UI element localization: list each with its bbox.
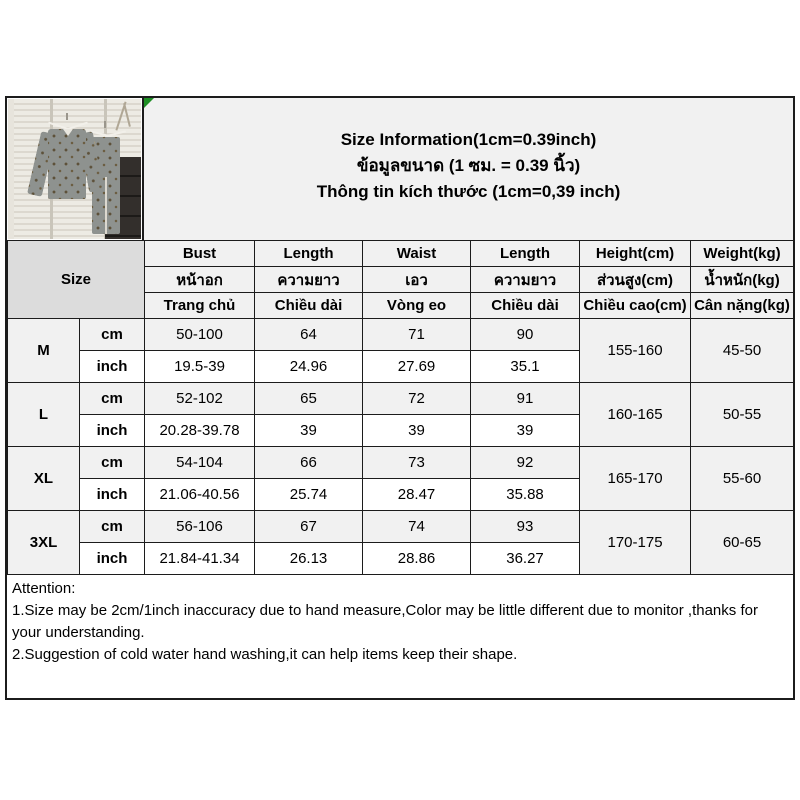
cell-xl-length2-inch: 35.88: [471, 479, 580, 511]
cell-3xl-length-inch: 26.13: [255, 543, 363, 575]
cell-l-height: 160-165: [580, 383, 691, 447]
cell-m-waist-inch: 27.69: [363, 351, 471, 383]
size-header-cell: Size: [8, 241, 145, 319]
cell-l-length-inch: 39: [255, 415, 363, 447]
unit-inch: inch: [80, 543, 145, 575]
cell-3xl-length-cm: 67: [255, 511, 363, 543]
header-bust-th: หน้าอก: [145, 267, 255, 293]
cell-m-bust-inch: 19.5-39: [145, 351, 255, 383]
cell-l-length-cm: 65: [255, 383, 363, 415]
cell-m-length-inch: 24.96: [255, 351, 363, 383]
header-bust: Bust: [145, 241, 255, 267]
header-length-th: ความยาว: [255, 267, 363, 293]
hanger-icon: [66, 113, 68, 120]
cell-m-length2-cm: 90: [471, 319, 580, 351]
unit-cm: cm: [80, 511, 145, 543]
header-height-th: ส่วนสูง(cm): [580, 267, 691, 293]
header-length2-th: ความยาว: [471, 267, 580, 293]
content-frame: [5, 96, 795, 700]
header-length2: Length: [471, 241, 580, 267]
cell-l-weight: 50-55: [691, 383, 794, 447]
cell-xl-length-inch: 25.74: [255, 479, 363, 511]
attention-note: [7, 575, 793, 697]
cell-xl-length-cm: 66: [255, 447, 363, 479]
header-height: Height(cm): [580, 241, 691, 267]
header-weight: Weight(kg): [691, 241, 794, 267]
cell-3xl-length2-cm: 93: [471, 511, 580, 543]
row-m-cm: [8, 319, 794, 351]
row-xl-cm: [8, 447, 794, 479]
pajama-top: [48, 129, 86, 199]
page-title-vi: Thông tin kích thước (1cm=0,39 inch): [316, 182, 621, 201]
page-title-en: Size Information(1cm=0.39inch): [340, 130, 597, 149]
pajama-neckline: [63, 129, 73, 136]
size-label-xl: XL: [8, 447, 80, 511]
cell-3xl-length2-inch: 36.27: [471, 543, 580, 575]
attention-heading: Attention:: [12, 580, 76, 597]
hanger-icon: [104, 121, 106, 128]
cell-m-bust-cm: 50-100: [145, 319, 255, 351]
header-waist-vi: Vòng eo: [363, 293, 471, 319]
header-bust-vi: Trang chủ: [145, 293, 255, 319]
row-l-cm: [8, 383, 794, 415]
unit-inch: inch: [80, 415, 145, 447]
unit-inch: inch: [80, 479, 145, 511]
pants-split: [105, 177, 107, 234]
cell-3xl-waist-cm: 74: [363, 511, 471, 543]
header-height-vi: Chiều cao(cm): [580, 293, 691, 319]
unit-cm: cm: [80, 447, 145, 479]
cell-m-weight: 45-50: [691, 319, 794, 383]
title-area: [142, 98, 793, 240]
cell-l-length2-inch: 39: [471, 415, 580, 447]
cell-m-height: 155-160: [580, 319, 691, 383]
header-row-en: [8, 241, 794, 267]
cell-m-waist-cm: 71: [363, 319, 471, 351]
page-title-th: ข้อมูลขนาด (1 ซม. = 0.39 นิ้ว): [356, 156, 581, 175]
top-section: [7, 98, 793, 240]
cell-xl-waist-inch: 28.47: [363, 479, 471, 511]
header-waist-th: เอว: [363, 267, 471, 293]
header-length2-vi: Chiều dài: [471, 293, 580, 319]
size-label-m: M: [8, 319, 80, 383]
cell-xl-length2-cm: 92: [471, 447, 580, 479]
cell-3xl-bust-cm: 56-106: [145, 511, 255, 543]
cell-xl-bust-inch: 21.06-40.56: [145, 479, 255, 511]
header-weight-vi: Cân nặng(kg): [691, 293, 794, 319]
cell-m-length-cm: 64: [255, 319, 363, 351]
cell-l-waist-cm: 72: [363, 383, 471, 415]
cell-m-length2-inch: 35.1: [471, 351, 580, 383]
attention-item-1: 1.Size may be 2cm/1inch inaccuracy due to hand measure,Color may be little different due to monitor ,thanks for your understanding.: [12, 602, 758, 641]
cell-xl-bust-cm: 54-104: [145, 447, 255, 479]
cell-l-length2-cm: 91: [471, 383, 580, 415]
row-3xl-cm: [8, 511, 794, 543]
cell-l-bust-cm: 52-102: [145, 383, 255, 415]
header-weight-th: น้ำหนัก(kg): [691, 267, 794, 293]
cell-3xl-bust-inch: 21.84-41.34: [145, 543, 255, 575]
header-waist: Waist: [363, 241, 471, 267]
cell-3xl-waist-inch: 28.86: [363, 543, 471, 575]
cell-3xl-height: 170-175: [580, 511, 691, 575]
size-label-l: L: [8, 383, 80, 447]
cell-xl-weight: 55-60: [691, 447, 794, 511]
product-photo: [8, 99, 141, 239]
product-photo-cell: [7, 98, 142, 240]
size-label-3xl: 3XL: [8, 511, 80, 575]
header-length: Length: [255, 241, 363, 267]
header-length-vi: Chiều dài: [255, 293, 363, 319]
unit-cm: cm: [80, 319, 145, 351]
cell-l-waist-inch: 39: [363, 415, 471, 447]
green-corner-marker: [144, 98, 154, 108]
attention-item-2: 2.Suggestion of cold water hand washing,it can help items keep their shape.: [12, 646, 518, 663]
cell-l-bust-inch: 20.28-39.78: [145, 415, 255, 447]
cell-3xl-weight: 60-65: [691, 511, 794, 575]
unit-inch: inch: [80, 351, 145, 383]
cell-xl-height: 165-170: [580, 447, 691, 511]
cell-xl-waist-cm: 73: [363, 447, 471, 479]
branch-decor: [123, 103, 130, 127]
shutter-frame: [8, 99, 14, 239]
unit-cm: cm: [80, 383, 145, 415]
size-table: [7, 240, 794, 575]
